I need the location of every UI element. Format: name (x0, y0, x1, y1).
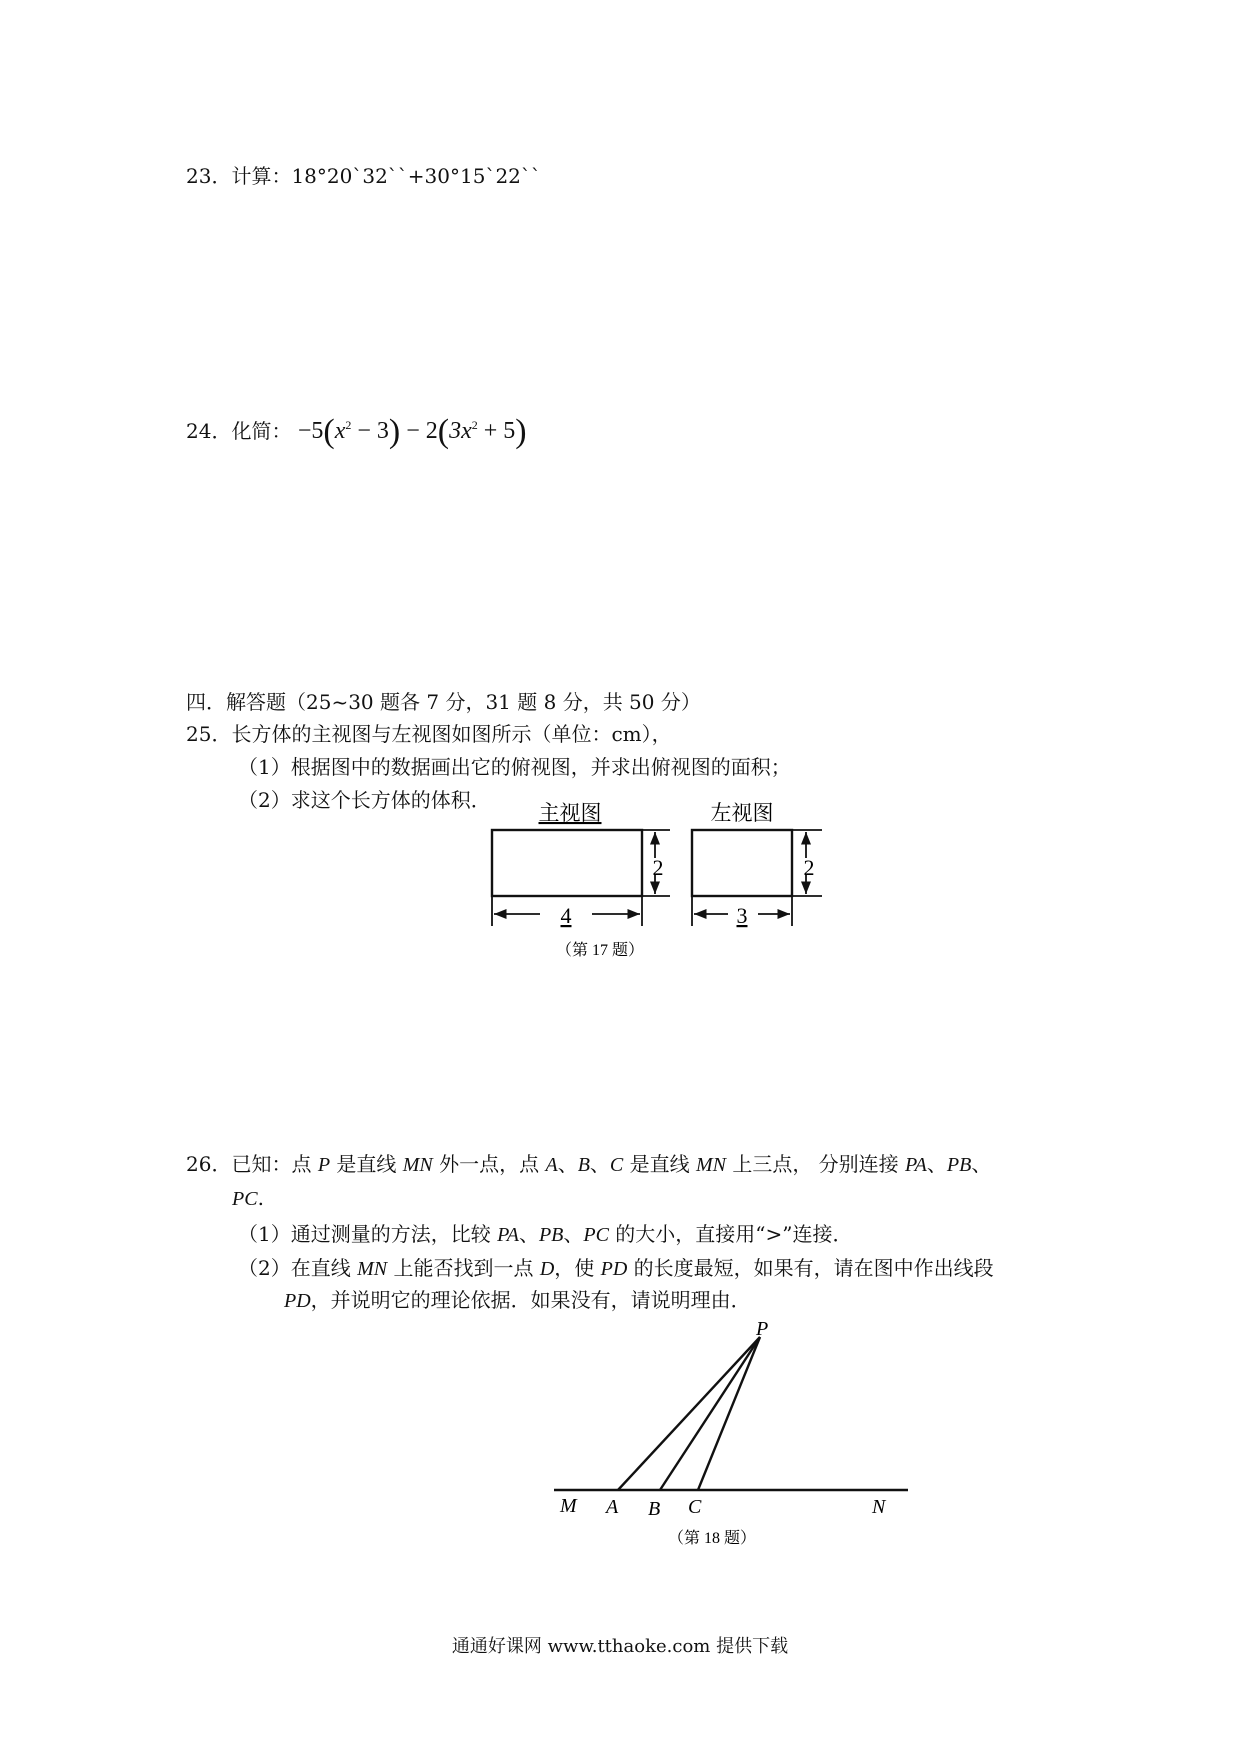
segment-pa (618, 1337, 760, 1490)
question-26-sub2: （2）在直线 MN 上能否找到一点 D，使 PD 的长度最短，如果有，请在图中作出线段 (238, 1256, 994, 1280)
footer-source: 通通好课网 www.tthaoke.com 提供下载 (451, 1636, 789, 1657)
point-p-label: P (756, 1318, 769, 1340)
point-c-label: C (688, 1496, 702, 1518)
question-25-sub1: （1）根据图中的数据画出它的俯视图，并求出俯视图的面积； (238, 755, 791, 779)
question-24-label: 化简： (231, 419, 292, 443)
front-height-value: 2 (652, 855, 664, 880)
question-25-sub2: （2）求这个长方体的体积． (238, 788, 491, 812)
question-26-sub1: （1）通过测量的方法，比较 PA、PB、PC 的大小，直接用“>”连接． (238, 1222, 853, 1246)
question-24 (186, 412, 527, 453)
front-width-value: 4 (560, 903, 572, 928)
left-width-value: 3 (736, 903, 748, 928)
point-n-label: N (872, 1496, 886, 1518)
segment-pc (698, 1337, 760, 1490)
segment-pb (660, 1337, 760, 1490)
question-25-number: 25． (186, 722, 232, 746)
three-view-figure (480, 790, 860, 980)
point-a-label: A (606, 1496, 619, 1518)
figure-17-caption: （第 17 题） (555, 942, 645, 959)
front-view-rectangle (492, 830, 642, 896)
left-view-label: 左视图 (710, 801, 774, 825)
front-view-label: 主视图 (538, 801, 602, 825)
question-25-stem: 25．长方体的主视图与左视图如图所示（单位：cm）， (186, 722, 672, 746)
point-b-label: B (648, 1498, 661, 1520)
question-23-number: 23． (186, 164, 232, 188)
figure-18-caption: （第 18 题） (667, 1530, 757, 1547)
point-m-label: M (560, 1495, 577, 1517)
section-4-heading: 四．解答题（25~30 题各 7 分，31 题 8 分，共 50 分） (186, 690, 701, 714)
question-26-sub2-cont: PD，并说明它的理论依据．如果没有，请说明理由． (284, 1288, 751, 1312)
question-23-expression: 18°20`32``+30°15`22`` (291, 164, 541, 188)
question-26-stem-cont: PC. (232, 1186, 264, 1210)
question-26-stem: 26．已知：点 P 是直线 MN 外一点，点 A、B、C 是直线 MN 上三点， 分别连接 PA、PB、 (186, 1152, 992, 1176)
left-view-rectangle (692, 830, 792, 896)
question-24-expression: $-5(x^2 - 3) - 2(3x^2 + 5)$ (297, 413, 527, 450)
left-height-value: 2 (803, 855, 815, 880)
question-24-number: 24． (186, 419, 232, 443)
question-23-label: 计算： (231, 164, 292, 188)
line-mn-figure (540, 1315, 920, 1555)
question-23 (186, 164, 541, 188)
